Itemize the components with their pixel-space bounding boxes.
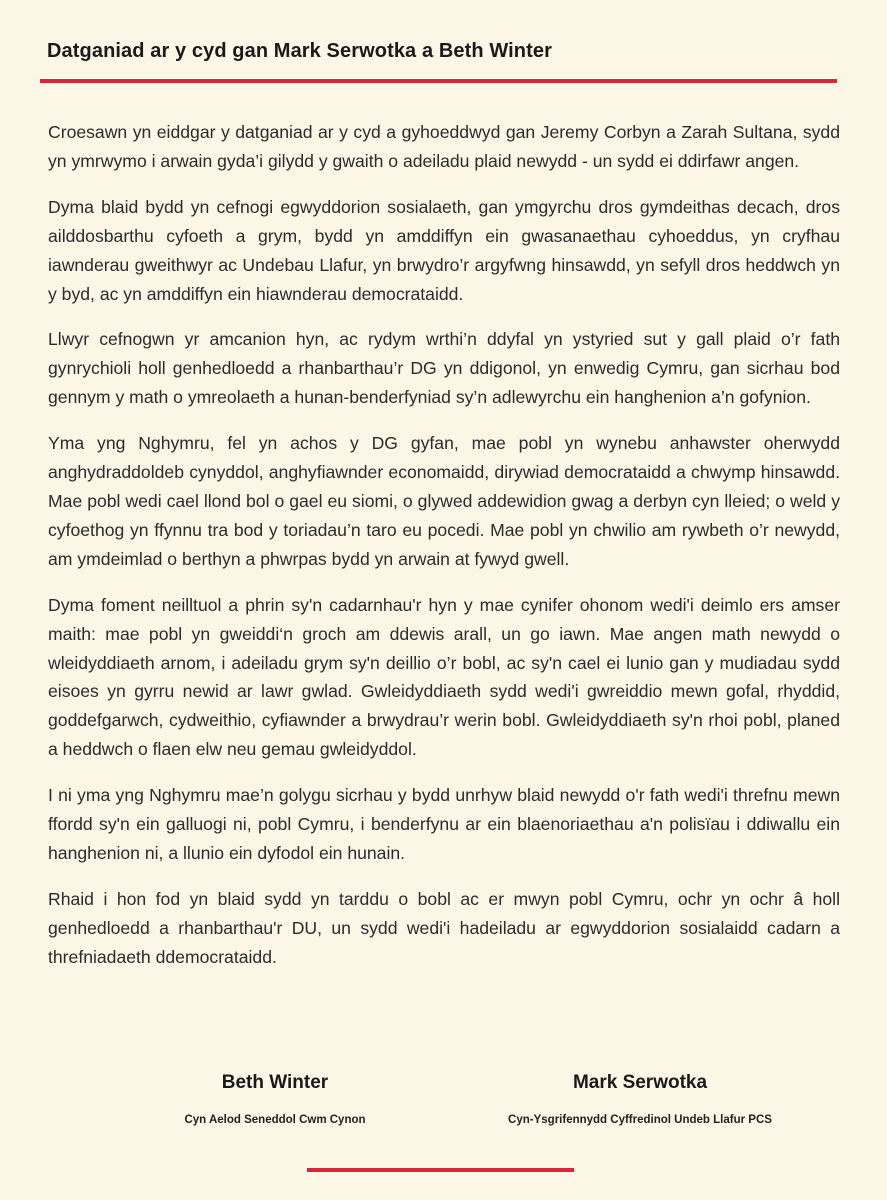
signatory-role: Cyn Aelod Seneddol Cwm Cynon <box>184 1114 366 1126</box>
signatory-name: Mark Serwotka <box>572 1072 708 1093</box>
paragraph: Rhaid i hon fod yn blaid sydd yn tarddu o bobl ac er mwyn pobl Cymru, ochr yn ochr â holl genhedloedd a rhanbarthau'r DU, un sydd wedi'i hadeiladu ar egwyddorion sosialaidd cadarn a threfniadaeth ddemocrataidd. <box>48 888 840 967</box>
document-title: Datganiad ar y cyd gan Mark Serwotka a Beth Winter <box>47 40 552 62</box>
paragraph: Dyma blaid bydd yn cefnogi egwyddorion sosialaeth, gan ymgyrchu dros gymdeithas decach, dros ailddosbarthu cyfoeth a grym, bydd yn amddiffyn ein gwasanaethau cyhoeddus, yn cryfhau iawnderau gweithwyr ac Undebau Llafur, yn brwydro’r argyfwng hinsawdd, yn sefyll dros heddwch yn y byd, ac yn amddiffyn ein hiawnderau democrataidd. <box>48 196 840 304</box>
paragraph: Dyma foment neilltuol a phrin sy'n cadarnhau'r hyn y mae cynifer ohonom wedi'i deimlo ers amser maith: mae pobl yn gweiddi‘n groch am ddewis arall, un go iawn. Mae angen math newydd o wleidyddiaeth arnom, i adeiladu grym sy'n deillio o’r bobl, ac sy'n cael ei lunio gan y mudiadau sydd eisoes yn gyrru newid ar lawr gwlad. Gwleidyddiaeth sydd wedi'i gwreiddio mewn gofal, rhyddid, goddefgarwch, cydweithio, cyfiawnder a brwydrau’r werin bobl. Gwleidyddiaeth sy'n rhoi pobl, planed a heddwch o flaen elw neu gemau gwleidyddol. <box>48 594 840 760</box>
paragraph: Llwyr cefnogwn yr amcanion hyn, ac rydym wrthi’n ddyfal yn ystyried sut y gall plaid o’r fath gynrychioli holl genhedloedd a rhanbarthau’r DG yn ddigonol, yn enwedig Cymru, gan sicrhau bod gennym y math o ymreolaeth a hunan-benderfyniad sy’n adlewyrchu ein hanghenion a’n gofynion. <box>48 329 840 408</box>
paragraph: Yma yng Nghymru, fel yn achos y DG gyfan, mae pobl yn wynebu anhawster oherwydd anghydraddoldeb cynyddol, anghyfiawnder economaidd, dirywiad democrataidd a chwymp hinsawdd. Mae pobl wedi cael llond bol o gael eu siomi, o glywed addewidion gwag a derbyn cyn lleied; o weld y cyfoethog yn ffynnu tra bod y toriadau’n taro eu pocedi. Mae pobl yn chwilio am rywbeth o’r newydd, am ymdeimlad o berthyn a phwrpas bydd yn arwain at fywyd gwell. <box>48 433 840 569</box>
footer-divider <box>307 1168 574 1172</box>
title-divider <box>40 79 837 83</box>
signatory-name: Beth Winter <box>221 1072 329 1093</box>
signatory-mark-serwotka <box>460 1072 820 1126</box>
paragraph: Croesawn yn eiddgar y datganiad ar y cyd a gyhoeddwyd gan Jeremy Corbyn a Zarah Sultana, sydd yn ymrwymo i arwain gyda’i gilydd y gwaith o adeiladu plaid newydd - un sydd ei ddirfawr angen. <box>48 122 840 171</box>
signatory-beth-winter <box>140 1072 410 1126</box>
paragraph: I ni yma yng Nghymru mae’n golygu sicrhau y bydd unrhyw blaid newydd o'r fath wedi'i threfnu mewn ffordd sy'n ein galluogi ni, pobl Cymru, i benderfynu ar ein blaenoriaethau a'n polisïau i ddiwallu ein hanghenion ni, a llunio ein dyfodol ein hunain. <box>48 785 840 863</box>
statement-body <box>48 118 840 989</box>
signatory-role: Cyn-Ysgrifennydd Cyffredinol Undeb Llafur PCS <box>508 1114 772 1126</box>
